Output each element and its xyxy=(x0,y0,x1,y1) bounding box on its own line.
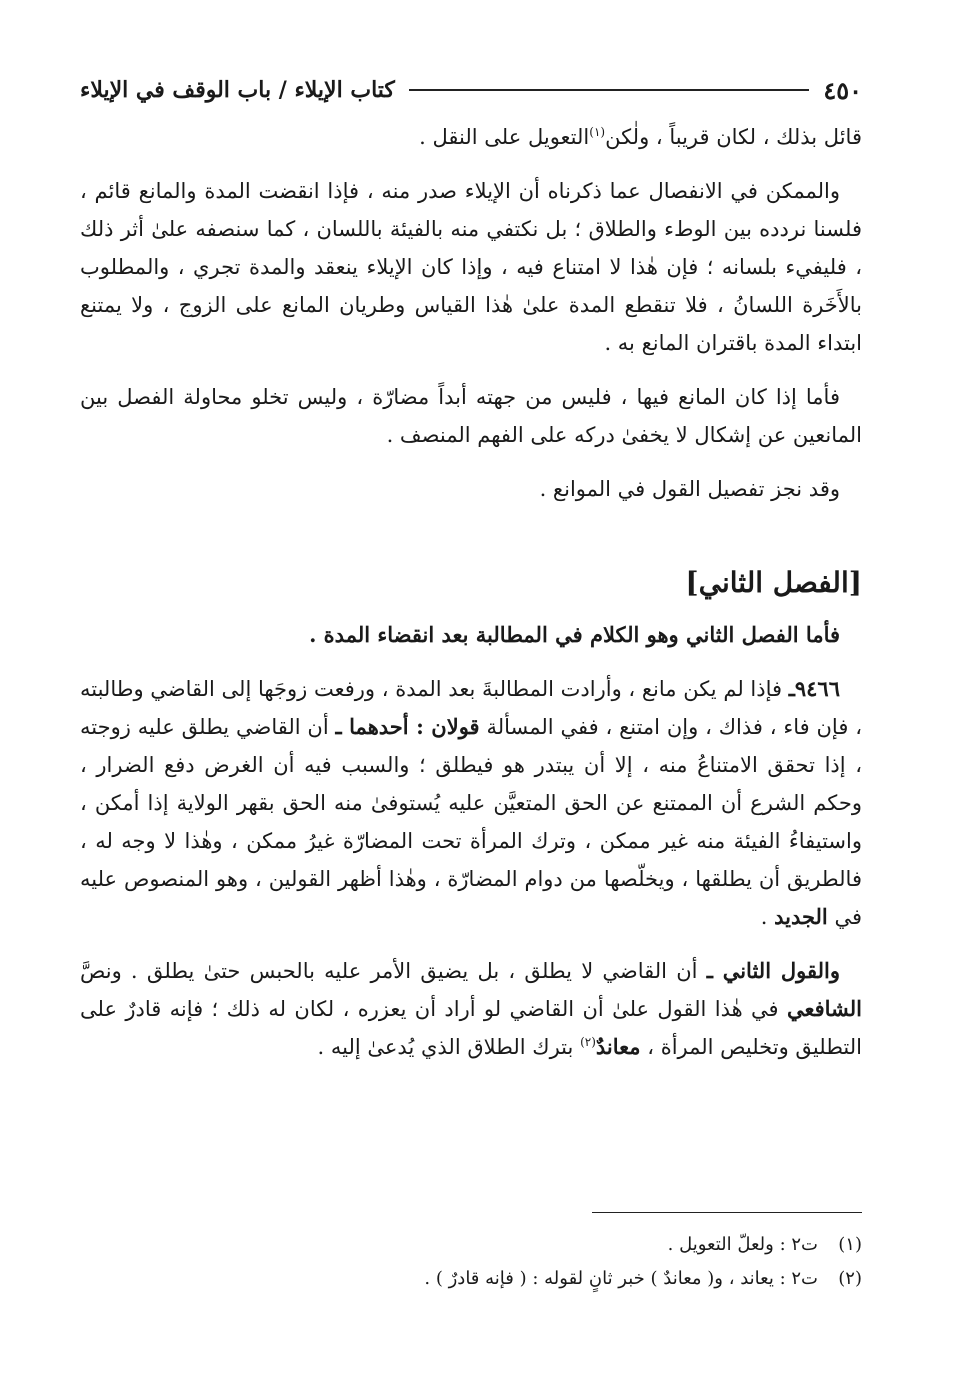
section-intro: فأما الفصل الثاني وهو الكلام في المطالبة بعد انقضاء المدة . xyxy=(309,622,840,647)
second-view-label: والقول الثاني ـ xyxy=(706,958,840,983)
main-text xyxy=(80,118,862,1066)
paragraph-bold: معاندٌ xyxy=(595,1034,641,1059)
entry-bold: قولان : أحدهما ـ xyxy=(335,714,480,739)
footnote-ref: (٢) xyxy=(580,1035,596,1049)
entry-bold: الجديد xyxy=(774,904,828,929)
running-header xyxy=(80,68,862,112)
footnote xyxy=(80,1228,862,1262)
numbered-entry xyxy=(80,670,862,936)
footnote-text: ت٢ : يعاند ، و( معاندٌ ) خبر ثانٍ لقوله : ( فإنه قادرٌ ) . xyxy=(424,1268,818,1289)
paragraph: والممكن في الانفصال عما ذكرناه أن الإيلاء صدر منه ، فإذا انقضت المدة والمانع قائم ، فلسنا نردده بين الوطء والطلاق ؛ بل نكتفي منه بالفيئة باللسان ، كما سنصفه علىٰ أثر ذلك ، فليفيء بلسانه ؛ فإن هٰذا لا امتناع فيه ، وإذا كان الإيلاء ينعقد والمدة تجري ، والمطلوب بالأَخَرة اللسانُ ، فلا تنقطع المدة علىٰ هٰذا القياس وطريان المانع على الزوج ، ولا يمتنع ابتداء المدة باقتران المانع به . xyxy=(80,179,862,355)
footnote-rule xyxy=(592,1212,862,1213)
footnote-ref: (١) xyxy=(589,125,606,139)
footnote-number: (٢) xyxy=(838,1268,862,1289)
paragraph: وقد نجز تفصيل القول في الموانع . xyxy=(539,477,840,501)
footnote-text: ت٢ : ولعلّ التعويل . xyxy=(667,1234,818,1255)
entry-text: فإذا لم يكن مانع ، وأرادت المطالبةَ بعد المدة ، ورفعت زوجَها إلى القاضي وطالبته ، فإن فاء ، فذاك ، وإن امتنع ، ففي المسألة xyxy=(80,677,862,739)
entry-number: ٩٤٦٦ـ xyxy=(788,676,840,701)
scholar-name: الشافعي xyxy=(786,996,862,1021)
paragraph-text: بترك الطلاق الذي يُدعىٰ إليه . xyxy=(317,1035,574,1059)
paragraph xyxy=(80,118,862,156)
footnotes xyxy=(80,1228,862,1296)
paragraph: فأما إذا كان المانع فيها ، فليس من جهته أبداً مضارّة ، وليس تخلو محاولة الفصل بين المانعين عن إشكال لا يخفىٰ دركه على الفهم المنصف . xyxy=(80,385,862,447)
entry-text: . xyxy=(760,905,768,929)
section-heading: [الفصل الثاني] xyxy=(685,566,862,599)
paragraph-text: في هٰذا القول علىٰ أن القاضي لو أراد أن يعزره ، لكان له ذلك ؛ فإنه قادرٌ على التطليق وتخليص المرأة ، xyxy=(80,997,862,1059)
page-number: ٤٥٠ xyxy=(823,75,862,105)
running-title: كتاب الإيلاء / باب الوقف في الإيلاء xyxy=(80,77,395,103)
paragraph-text: أن القاضي لا يطلق ، بل يضيق الأمر عليه بالحبس حتىٰ يطلق . ونصَّ xyxy=(80,959,698,983)
paragraph-text: قائل بذلك ، لكان قريباً ، ولٰكن xyxy=(605,125,862,149)
footnote-number: (١) xyxy=(838,1234,862,1255)
header-rule xyxy=(409,89,809,91)
footnote xyxy=(80,1262,862,1296)
paragraph xyxy=(80,952,862,1066)
paragraph-text: التعويل على النقل . xyxy=(419,125,590,149)
entry-text: أن القاضي يطلق عليه زوجته ، إذا تحقق الامتناعُ منه ، إلا أن يبتدر هو فيطلق ؛ والسبب فيه أن الغرض دفع الضرار ، وحكم الشرع أن الممتنع عن الحق المتعيَّن عليه يُستوفىٰ منه الحق بقهر الولاية إذا أمكن ، واستيفاءُ الفيئة منه غير ممكن ، وترك المرأة تحت المضارّة غيرُ ممكن ، وهٰذا لا وجه له ، فالطريق أن يطلقها ، ويخلّصها من دوام المضارّة ، وهٰذا أظهر القولين ، وهو المنصوص عليه في xyxy=(80,715,862,929)
